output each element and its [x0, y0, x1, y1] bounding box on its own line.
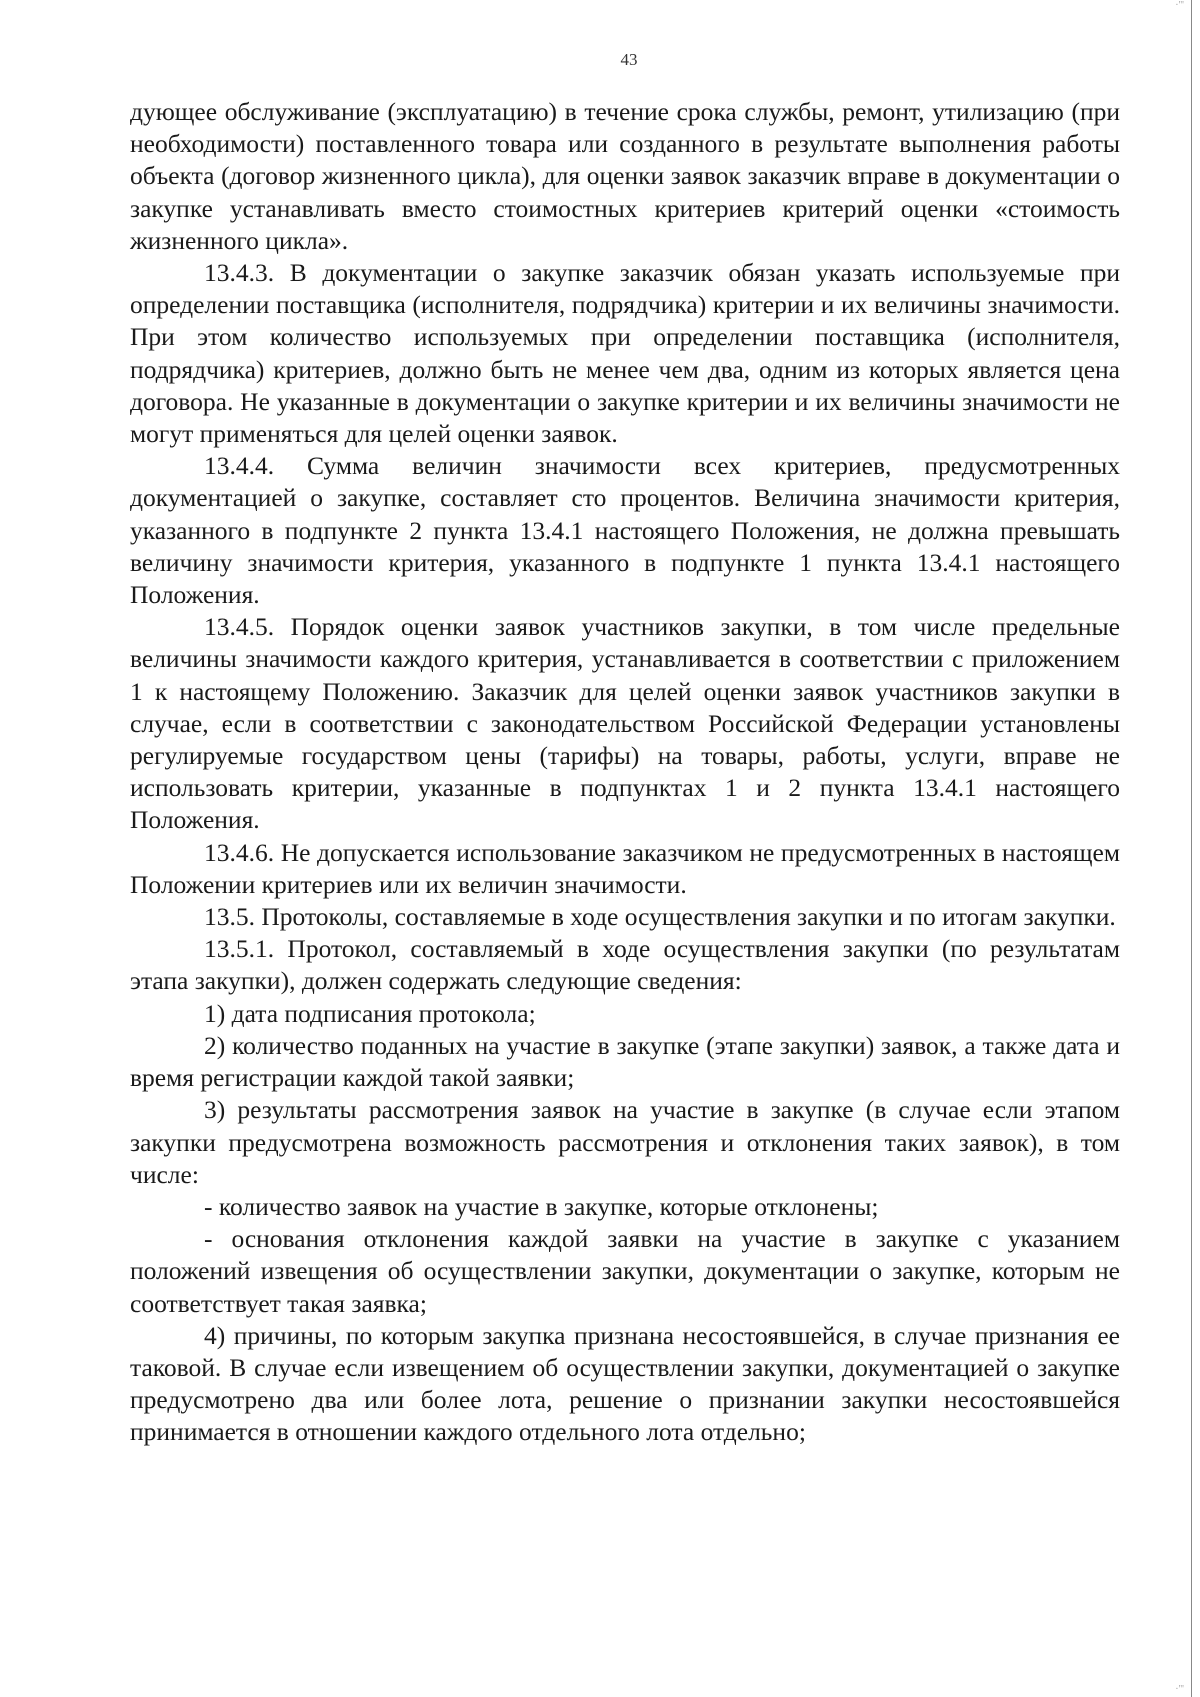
scan-artifact: ·''' — [1175, 0, 1184, 11]
document-body — [130, 96, 1120, 1449]
sub-item-rejected-count: - количество заявок на участие в закупке, которые отклонены; — [204, 1191, 879, 1221]
section-heading-13-5: 13.5. Протоколы, составляемые в ходе осуществления закупки и по итогам закупки. — [204, 902, 1116, 932]
list-item-3: 3) результаты рассмотрения заявок на участие в закупке (в случае если этапом закупки предусмотрена возможность рассмотрения и отклонения таких заявок), в том числе: — [130, 1095, 1120, 1189]
scan-edge — [1191, 0, 1192, 1697]
paragraph-continuation: дующее обслуживание (эксплуатацию) в течение срока службы, ремонт, утилизацию (при необходимости) поставленного товара или созданного в результате выполнения работы объекта (договор жизненного цикла), для оценки заявок заказчик вправе в документации о закупке устанавливать вместо стоимостных критериев критерий оценки «стоимость жизненного цикла». — [130, 97, 1120, 255]
list-item-1: 1) дата подписания протокола; — [204, 998, 536, 1028]
paragraph-13-4-5: 13.4.5. Порядок оценки заявок участников закупки, в том числе предельные величины значимости каждого критерия, устанавливается в соответствии с приложением 1 к настоящему Положению. Заказчик для целей оценки заявок участников закупки в случае, если в соответствии с законодательством Российской Федерации установлены регулируемые государством цены (тарифы) на товары, работы, услуги, вправе не использовать критерии, указанные в подпунктах 1 и 2 пункта 13.4.1 настоящего Положения. — [130, 612, 1120, 835]
scan-artifact: ·''' — [1175, 1684, 1184, 1695]
list-item-4: 4) причины, по которым закупка признана несостоявшейся, в случае признания ее таковой. В случае если извещением об осуществлении закупки, документацией о закупке предусмотрено два или более лота, решение о признании закупки несостоявшейся принимается в отношении каждого отдельного лота отдельно; — [130, 1320, 1120, 1447]
list-item-2: 2) количество поданных на участие в закупке (этапе закупки) заявок, а также дата и время регистрации каждой такой заявки; — [130, 1030, 1120, 1093]
sub-item-rejection-grounds: - основания отклонения каждой заявки на участие в закупке с указанием положений извещения об осуществлении закупки, документации о закупке, которым не соответствует такая заявка; — [130, 1224, 1120, 1318]
paragraph-13-4-6: 13.4.6. Не допускается использование заказчиком не предусмотренных в настоящем Положении критериев или их величин значимости. — [130, 837, 1120, 899]
paragraph-13-4-3: 13.4.3. В документации о закупке заказчик обязан указать используемые при определении поставщика (исполнителя, подрядчика) критерии и их величины значимости. При этом количество используемых при определении поставщика (исполнителя, подрядчика) критериев, должно быть не менее чем два, одним из которых является цена договора. Не указанные в документации о закупке критерии и их величины значимости не могут применяться для целей оценки заявок. — [130, 258, 1120, 449]
paragraph-13-5-1: 13.5.1. Протокол, составляемый в ходе осуществления закупки (по результатам этапа закупки), должен содержать следующие сведения: — [130, 934, 1120, 996]
page-number: 43 — [620, 50, 638, 69]
paragraph-13-4-4: 13.4.4. Сумма величин значимости всех критериев, предусмотренных документацией о закупке, составляет сто процентов. Величина значимости критерия, указанного в подпункте 2 пункта 13.4.1 настоящего Положения, не должна превышать величину значимости критерия, указанного в подпункте 1 пункта 13.4.1 настоящего Положения. — [130, 451, 1120, 610]
